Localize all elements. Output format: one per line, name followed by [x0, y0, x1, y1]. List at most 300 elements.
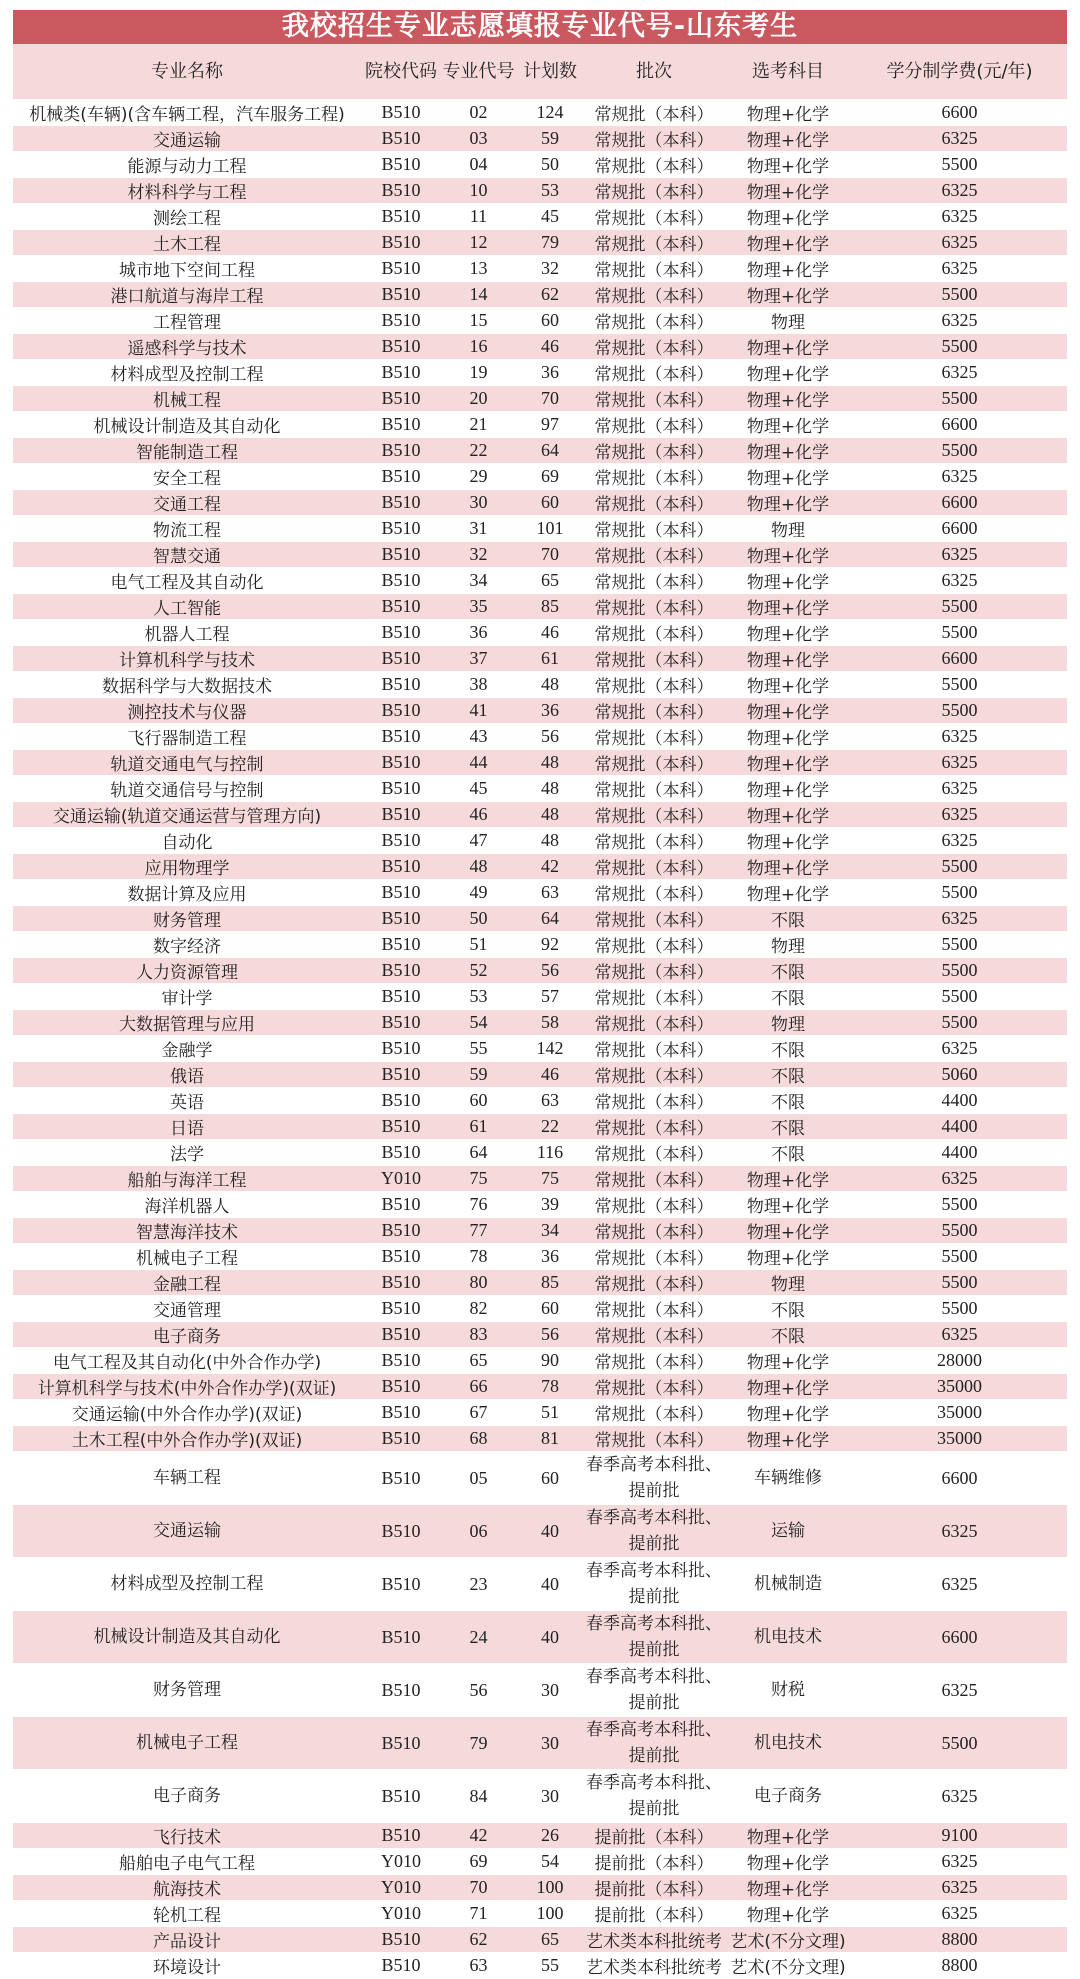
- cell-batch: 常规批（本科）: [584, 776, 724, 802]
- cell-plan-count: 100: [516, 1875, 584, 1901]
- cell-batch: 常规批（本科）: [584, 542, 724, 568]
- cell-major-code: 15: [441, 308, 516, 334]
- cell-plan-count: 30: [516, 1717, 584, 1770]
- cell-tuition: 5500: [852, 984, 1067, 1010]
- cell-batch: 常规批（本科）: [584, 438, 724, 464]
- cell-tuition: 6325: [852, 906, 1067, 932]
- cell-major-code: 35: [441, 594, 516, 620]
- cell-batch: 常规批（本科）: [584, 1270, 724, 1296]
- cell-plan-count: 42: [516, 854, 584, 880]
- cell-plan-count: 90: [516, 1348, 584, 1374]
- cell-subjects: 物理+化学: [724, 1374, 852, 1400]
- cell-subjects: 物理+化学: [724, 698, 852, 724]
- table-row: [13, 1770, 1067, 1823]
- table-row: [13, 1218, 1067, 1244]
- cell-plan-count: 92: [516, 932, 584, 958]
- cell-major-name: 财务管理: [13, 906, 361, 932]
- cell-major-name: 港口航道与海岸工程: [13, 282, 361, 308]
- cell-major-code: 11: [441, 204, 516, 230]
- cell-tuition: 6325: [852, 568, 1067, 594]
- cell-subjects: 物理+化学: [724, 152, 852, 178]
- cell-major-name: 机械设计制造及其自动化: [13, 412, 361, 438]
- cell-batch: 常规批（本科）: [584, 906, 724, 932]
- cell-subjects: 机电技术: [724, 1611, 852, 1664]
- cell-tuition: 5500: [852, 1010, 1067, 1036]
- table-row: [13, 1901, 1067, 1927]
- table-row: [13, 1505, 1067, 1558]
- cell-subjects: 物理: [724, 932, 852, 958]
- cell-major-code: 41: [441, 698, 516, 724]
- cell-school-code: B510: [361, 1010, 441, 1036]
- cell-plan-count: 50: [516, 152, 584, 178]
- cell-tuition: 6325: [852, 1166, 1067, 1192]
- cell-subjects: 物理: [724, 308, 852, 334]
- cell-batch: 常规批（本科）: [584, 282, 724, 308]
- table-row: [13, 906, 1067, 932]
- cell-subjects: 物理+化学: [724, 412, 852, 438]
- cell-major-name: 轨道交通电气与控制: [13, 750, 361, 776]
- cell-batch: 常规批（本科）: [584, 880, 724, 906]
- cell-tuition: 6600: [852, 412, 1067, 438]
- cell-major-name: 应用物理学: [13, 854, 361, 880]
- cell-major-name: 船舶与海洋工程: [13, 1166, 361, 1192]
- cell-subjects: 不限: [724, 1140, 852, 1166]
- cell-subjects: 物理+化学: [724, 802, 852, 828]
- cell-major-name: 飞行器制造工程: [13, 724, 361, 750]
- cell-major-name: 金融工程: [13, 1270, 361, 1296]
- table-row: [13, 854, 1067, 880]
- cell-tuition: 6600: [852, 646, 1067, 672]
- cell-subjects: 物理+化学: [724, 620, 852, 646]
- cell-subjects: 运输: [724, 1505, 852, 1558]
- cell-tuition: 6325: [852, 1849, 1067, 1875]
- cell-major-code: 59: [441, 1062, 516, 1088]
- cell-major-code: 83: [441, 1322, 516, 1348]
- table-row: [13, 1374, 1067, 1400]
- cell-batch: 常规批（本科）: [584, 516, 724, 542]
- cell-tuition: 5500: [852, 152, 1067, 178]
- cell-school-code: B510: [361, 568, 441, 594]
- cell-major-code: 02: [441, 100, 516, 126]
- cell-plan-count: 81: [516, 1426, 584, 1452]
- cell-major-name: 飞行技术: [13, 1823, 361, 1849]
- cell-plan-count: 48: [516, 828, 584, 854]
- cell-major-name: 环境设计: [13, 1953, 361, 1979]
- cell-major-code: 76: [441, 1192, 516, 1218]
- cell-major-code: 05: [441, 1452, 516, 1505]
- cell-major-code: 69: [441, 1849, 516, 1875]
- table-row: [13, 1611, 1067, 1664]
- cell-major-code: 42: [441, 1823, 516, 1849]
- table-row: [13, 1400, 1067, 1426]
- cell-school-code: B510: [361, 386, 441, 412]
- cell-tuition: 6325: [852, 126, 1067, 152]
- cell-major-name: 数据科学与大数据技术: [13, 672, 361, 698]
- cell-plan-count: 101: [516, 516, 584, 542]
- cell-major-code: 54: [441, 1010, 516, 1036]
- cell-tuition: 5500: [852, 1296, 1067, 1322]
- cell-school-code: B510: [361, 1953, 441, 1979]
- cell-tuition: 6325: [852, 542, 1067, 568]
- cell-plan-count: 142: [516, 1036, 584, 1062]
- cell-subjects: 不限: [724, 906, 852, 932]
- cell-subjects: 物理+化学: [724, 1901, 852, 1927]
- cell-school-code: B510: [361, 698, 441, 724]
- cell-batch: 常规批（本科）: [584, 1296, 724, 1322]
- cell-tuition: 6325: [852, 1875, 1067, 1901]
- cell-school-code: B510: [361, 412, 441, 438]
- cell-plan-count: 97: [516, 412, 584, 438]
- cell-major-code: 21: [441, 412, 516, 438]
- cell-major-name: 土木工程: [13, 230, 361, 256]
- cell-batch: 常规批（本科）: [584, 230, 724, 256]
- cell-school-code: Y010: [361, 1875, 441, 1901]
- cell-batch: 常规批（本科）: [584, 360, 724, 386]
- cell-major-name: 轮机工程: [13, 1901, 361, 1927]
- cell-school-code: B510: [361, 230, 441, 256]
- table-row: [13, 178, 1067, 204]
- cell-plan-count: 46: [516, 620, 584, 646]
- cell-major-code: 56: [441, 1664, 516, 1717]
- cell-major-code: 75: [441, 1166, 516, 1192]
- cell-batch: 常规批（本科）: [584, 932, 724, 958]
- table-header-row: [13, 44, 1067, 100]
- cell-tuition: 5500: [852, 438, 1067, 464]
- cell-school-code: B510: [361, 542, 441, 568]
- cell-plan-count: 36: [516, 1244, 584, 1270]
- cell-school-code: B510: [361, 1823, 441, 1849]
- cell-plan-count: 79: [516, 230, 584, 256]
- cell-plan-count: 22: [516, 1114, 584, 1140]
- cell-plan-count: 65: [516, 1927, 584, 1953]
- cell-subjects: 艺术(不分文理): [724, 1953, 852, 1979]
- cell-tuition: 6325: [852, 1770, 1067, 1823]
- cell-plan-count: 51: [516, 1400, 584, 1426]
- cell-major-code: 68: [441, 1426, 516, 1452]
- header-major-code: 专业代号: [441, 44, 516, 100]
- cell-plan-count: 70: [516, 386, 584, 412]
- cell-batch: 常规批（本科）: [584, 984, 724, 1010]
- cell-tuition: 5500: [852, 334, 1067, 360]
- cell-school-code: B510: [361, 490, 441, 516]
- cell-tuition: 6600: [852, 1452, 1067, 1505]
- admissions-table-panel: [13, 10, 1067, 1979]
- cell-school-code: B510: [361, 802, 441, 828]
- header-plan-count: 计划数: [516, 44, 584, 100]
- cell-tuition: 8800: [852, 1927, 1067, 1953]
- table-row: [13, 1717, 1067, 1770]
- table-row: [13, 256, 1067, 282]
- cell-major-name: 财务管理: [13, 1664, 361, 1717]
- table-row: [13, 698, 1067, 724]
- cell-school-code: B510: [361, 776, 441, 802]
- cell-school-code: B510: [361, 932, 441, 958]
- cell-batch: 常规批（本科）: [584, 1010, 724, 1036]
- cell-subjects: 物理+化学: [724, 750, 852, 776]
- cell-batch: 常规批（本科）: [584, 334, 724, 360]
- cell-major-code: 30: [441, 490, 516, 516]
- cell-subjects: 机电技术: [724, 1717, 852, 1770]
- header-school-code: 院校代码: [361, 44, 441, 100]
- cell-tuition: 6325: [852, 464, 1067, 490]
- cell-major-code: 04: [441, 152, 516, 178]
- cell-major-name: 机械设计制造及其自动化: [13, 1611, 361, 1664]
- cell-subjects: 物理+化学: [724, 386, 852, 412]
- cell-tuition: 6325: [852, 1901, 1067, 1927]
- cell-major-name: 电子商务: [13, 1322, 361, 1348]
- table-row: [13, 828, 1067, 854]
- cell-school-code: B510: [361, 1664, 441, 1717]
- cell-plan-count: 48: [516, 776, 584, 802]
- cell-major-code: 49: [441, 880, 516, 906]
- cell-major-code: 80: [441, 1270, 516, 1296]
- cell-subjects: 物理+化学: [724, 100, 852, 126]
- cell-school-code: Y010: [361, 1849, 441, 1875]
- table-row: [13, 1849, 1067, 1875]
- cell-batch: 常规批（本科）: [584, 178, 724, 204]
- cell-tuition: 5500: [852, 958, 1067, 984]
- cell-school-code: B510: [361, 1374, 441, 1400]
- cell-major-name: 电子商务: [13, 1770, 361, 1823]
- cell-major-name: 智慧交通: [13, 542, 361, 568]
- cell-subjects: 物理+化学: [724, 1192, 852, 1218]
- cell-tuition: 5500: [852, 1192, 1067, 1218]
- cell-subjects: 物理+化学: [724, 334, 852, 360]
- cell-school-code: B510: [361, 334, 441, 360]
- cell-subjects: 物理+化学: [724, 230, 852, 256]
- cell-batch: 常规批（本科）: [584, 490, 724, 516]
- cell-major-code: 79: [441, 1717, 516, 1770]
- cell-batch: 提前批（本科）: [584, 1901, 724, 1927]
- cell-batch: 春季高考本科批、提前批: [584, 1505, 724, 1558]
- table-row: [13, 1088, 1067, 1114]
- cell-tuition: 6325: [852, 776, 1067, 802]
- cell-subjects: 物理+化学: [724, 204, 852, 230]
- cell-batch: 艺术类本科批统考: [584, 1927, 724, 1953]
- cell-major-code: 66: [441, 1374, 516, 1400]
- table-row: [13, 750, 1067, 776]
- cell-batch: 常规批（本科）: [584, 1400, 724, 1426]
- cell-major-name: 机器人工程: [13, 620, 361, 646]
- cell-major-name: 机械电子工程: [13, 1717, 361, 1770]
- cell-major-code: 70: [441, 1875, 516, 1901]
- cell-major-code: 16: [441, 334, 516, 360]
- table-row: [13, 1927, 1067, 1953]
- cell-school-code: B510: [361, 438, 441, 464]
- cell-subjects: 艺术(不分文理): [724, 1927, 852, 1953]
- cell-school-code: B510: [361, 152, 441, 178]
- cell-plan-count: 60: [516, 308, 584, 334]
- cell-subjects: 不限: [724, 984, 852, 1010]
- cell-major-name: 安全工程: [13, 464, 361, 490]
- cell-tuition: 6325: [852, 230, 1067, 256]
- cell-school-code: Y010: [361, 1166, 441, 1192]
- cell-major-name: 土木工程(中外合作办学)(双证): [13, 1426, 361, 1452]
- cell-subjects: 物理+化学: [724, 672, 852, 698]
- cell-tuition: 6325: [852, 256, 1067, 282]
- table-row: [13, 360, 1067, 386]
- cell-tuition: 6325: [852, 1036, 1067, 1062]
- cell-school-code: B510: [361, 360, 441, 386]
- cell-major-name: 英语: [13, 1088, 361, 1114]
- cell-plan-count: 53: [516, 178, 584, 204]
- cell-major-name: 交通运输: [13, 1505, 361, 1558]
- cell-major-name: 机械工程: [13, 386, 361, 412]
- table-row: [13, 308, 1067, 334]
- cell-major-name: 电气工程及其自动化(中外合作办学): [13, 1348, 361, 1374]
- cell-major-code: 53: [441, 984, 516, 1010]
- cell-school-code: B510: [361, 880, 441, 906]
- cell-tuition: 6325: [852, 1322, 1067, 1348]
- table-row: [13, 594, 1067, 620]
- cell-major-code: 52: [441, 958, 516, 984]
- cell-school-code: B510: [361, 1114, 441, 1140]
- cell-plan-count: 100: [516, 1901, 584, 1927]
- cell-batch: 常规批（本科）: [584, 724, 724, 750]
- cell-school-code: B510: [361, 1140, 441, 1166]
- cell-batch: 常规批（本科）: [584, 1166, 724, 1192]
- cell-subjects: 机械制造: [724, 1558, 852, 1611]
- table-body: [13, 100, 1067, 1979]
- cell-tuition: 5500: [852, 620, 1067, 646]
- table-row: [13, 152, 1067, 178]
- cell-subjects: 物理+化学: [724, 542, 852, 568]
- cell-major-name: 法学: [13, 1140, 361, 1166]
- cell-major-code: 06: [441, 1505, 516, 1558]
- cell-plan-count: 32: [516, 256, 584, 282]
- cell-tuition: 6600: [852, 516, 1067, 542]
- cell-major-code: 77: [441, 1218, 516, 1244]
- cell-major-code: 29: [441, 464, 516, 490]
- cell-school-code: B510: [361, 672, 441, 698]
- cell-subjects: 物理+化学: [724, 828, 852, 854]
- cell-major-code: 34: [441, 568, 516, 594]
- cell-plan-count: 65: [516, 568, 584, 594]
- cell-school-code: B510: [361, 1192, 441, 1218]
- cell-plan-count: 64: [516, 906, 584, 932]
- cell-major-name: 智慧海洋技术: [13, 1218, 361, 1244]
- cell-major-name: 船舶电子电气工程: [13, 1849, 361, 1875]
- cell-major-code: 67: [441, 1400, 516, 1426]
- cell-subjects: 物理+化学: [724, 178, 852, 204]
- cell-tuition: 5500: [852, 672, 1067, 698]
- cell-major-name: 数据计算及应用: [13, 880, 361, 906]
- cell-major-code: 64: [441, 1140, 516, 1166]
- cell-tuition: 6325: [852, 360, 1067, 386]
- cell-major-name: 机械电子工程: [13, 1244, 361, 1270]
- cell-plan-count: 56: [516, 958, 584, 984]
- cell-major-code: 60: [441, 1088, 516, 1114]
- cell-subjects: 不限: [724, 958, 852, 984]
- cell-tuition: 6325: [852, 204, 1067, 230]
- cell-major-name: 审计学: [13, 984, 361, 1010]
- cell-major-code: 61: [441, 1114, 516, 1140]
- admissions-table: [13, 44, 1067, 1979]
- cell-major-code: 65: [441, 1348, 516, 1374]
- cell-plan-count: 54: [516, 1849, 584, 1875]
- cell-school-code: B510: [361, 958, 441, 984]
- cell-tuition: 6325: [852, 828, 1067, 854]
- cell-major-code: 32: [441, 542, 516, 568]
- cell-major-name: 测绘工程: [13, 204, 361, 230]
- cell-batch: 常规批（本科）: [584, 828, 724, 854]
- table-row: [13, 1244, 1067, 1270]
- table-row: [13, 1296, 1067, 1322]
- cell-major-code: 51: [441, 932, 516, 958]
- cell-plan-count: 48: [516, 672, 584, 698]
- cell-tuition: 4400: [852, 1140, 1067, 1166]
- page-title: 我校招生专业志愿填报专业代号-山东考生: [13, 10, 1067, 44]
- cell-major-code: 36: [441, 620, 516, 646]
- cell-tuition: 5060: [852, 1062, 1067, 1088]
- cell-school-code: B510: [361, 1426, 441, 1452]
- cell-plan-count: 57: [516, 984, 584, 1010]
- table-row: [13, 490, 1067, 516]
- cell-batch: 常规批（本科）: [584, 152, 724, 178]
- cell-school-code: Y010: [361, 1901, 441, 1927]
- cell-batch: 常规批（本科）: [584, 1322, 724, 1348]
- cell-major-code: 03: [441, 126, 516, 152]
- cell-major-code: 23: [441, 1558, 516, 1611]
- cell-batch: 常规批（本科）: [584, 750, 724, 776]
- cell-batch: 常规批（本科）: [584, 204, 724, 230]
- cell-major-code: 45: [441, 776, 516, 802]
- cell-school-code: B510: [361, 594, 441, 620]
- cell-tuition: 6325: [852, 308, 1067, 334]
- cell-subjects: 不限: [724, 1036, 852, 1062]
- cell-plan-count: 60: [516, 1296, 584, 1322]
- cell-major-name: 航海技术: [13, 1875, 361, 1901]
- cell-major-name: 金融学: [13, 1036, 361, 1062]
- cell-subjects: 不限: [724, 1322, 852, 1348]
- cell-tuition: 5500: [852, 1270, 1067, 1296]
- cell-major-name: 轨道交通信号与控制: [13, 776, 361, 802]
- cell-batch: 常规批（本科）: [584, 958, 724, 984]
- cell-plan-count: 46: [516, 1062, 584, 1088]
- cell-batch: 常规批（本科）: [584, 1348, 724, 1374]
- cell-subjects: 物理: [724, 1010, 852, 1036]
- cell-batch: 常规批（本科）: [584, 646, 724, 672]
- cell-tuition: 5500: [852, 1218, 1067, 1244]
- cell-plan-count: 48: [516, 802, 584, 828]
- cell-school-code: B510: [361, 1218, 441, 1244]
- cell-plan-count: 116: [516, 1140, 584, 1166]
- table-row: [13, 516, 1067, 542]
- cell-plan-count: 30: [516, 1770, 584, 1823]
- cell-school-code: B510: [361, 854, 441, 880]
- cell-tuition: 6325: [852, 1664, 1067, 1717]
- cell-subjects: 物理+化学: [724, 360, 852, 386]
- cell-batch: 常规批（本科）: [584, 464, 724, 490]
- table-row: [13, 386, 1067, 412]
- cell-tuition: 5500: [852, 282, 1067, 308]
- cell-batch: 常规批（本科）: [584, 100, 724, 126]
- cell-major-name: 能源与动力工程: [13, 152, 361, 178]
- cell-major-name: 电气工程及其自动化: [13, 568, 361, 594]
- cell-plan-count: 36: [516, 698, 584, 724]
- cell-major-code: 62: [441, 1927, 516, 1953]
- cell-plan-count: 30: [516, 1664, 584, 1717]
- cell-batch: 常规批（本科）: [584, 594, 724, 620]
- cell-school-code: B510: [361, 1505, 441, 1558]
- cell-batch: 常规批（本科）: [584, 1088, 724, 1114]
- table-row: [13, 438, 1067, 464]
- table-row: [13, 1062, 1067, 1088]
- cell-batch: 常规批（本科）: [584, 1036, 724, 1062]
- cell-plan-count: 75: [516, 1166, 584, 1192]
- cell-school-code: B510: [361, 1611, 441, 1664]
- cell-subjects: 物理+化学: [724, 126, 852, 152]
